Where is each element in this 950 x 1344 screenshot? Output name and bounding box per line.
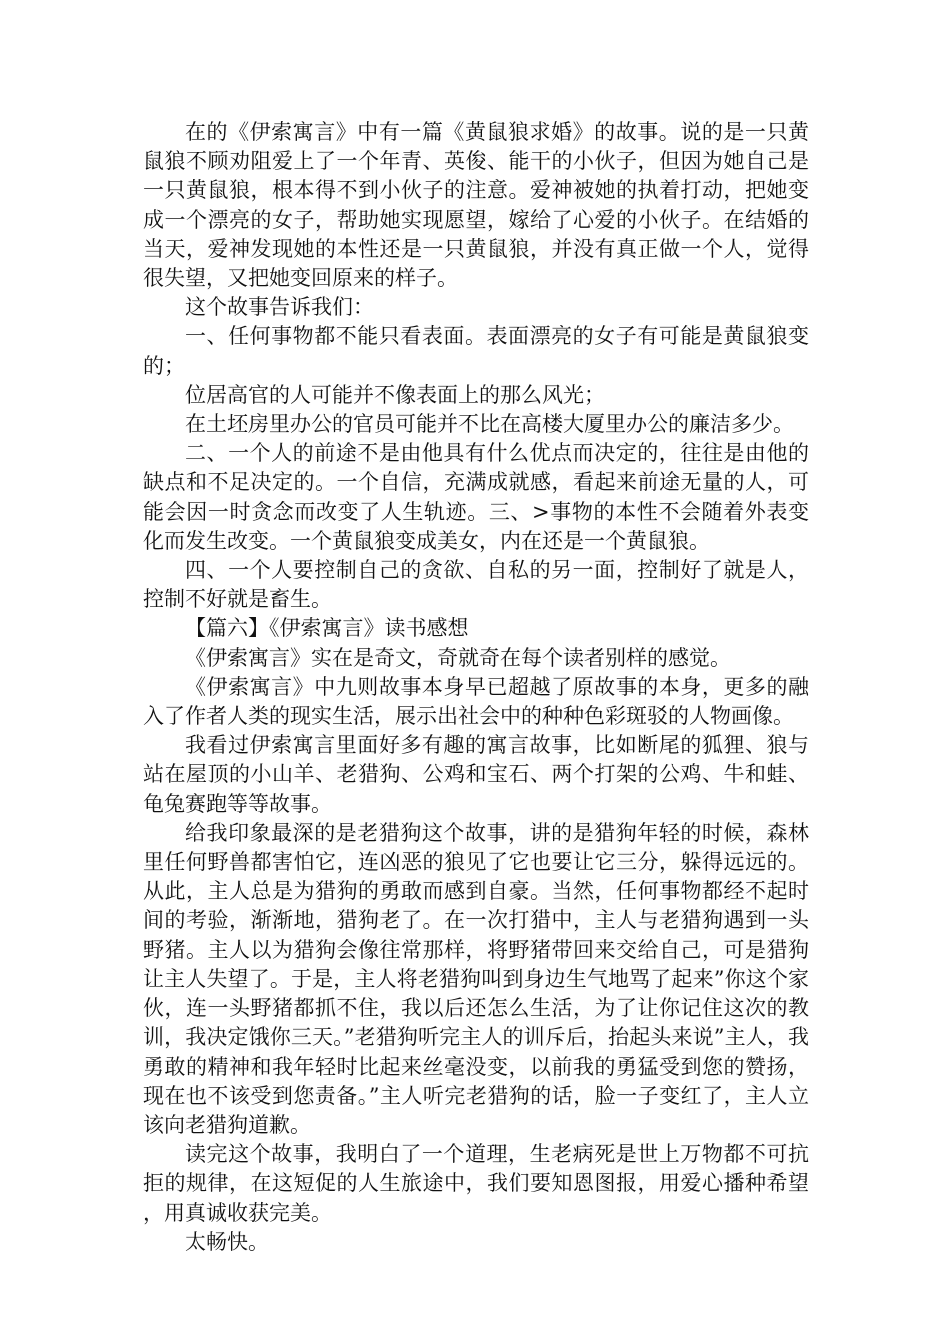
paragraph-lesson-two-three: 二、一个人的前途不是由他具有什么优点而决定的，往往是由他的缺点和不足决定的。一个自信，充满成就感，看起来前途无量的人，可能会因一时贪念而改变了人生轨迹。三、>事物的本性不会随着外表变化而发生改变。一个黄鼠狼变成美女，内在还是一个黄鼠狼。 [143, 441, 809, 553]
section-heading-part-six: 【篇六】《伊索寓言》读书感想 [185, 616, 469, 641]
document-body [143, 118, 809, 1257]
paragraph-lesson-intro: 这个故事告诉我们： [185, 295, 374, 320]
paragraph-aesop-wonder: 《伊索寓言》实在是奇文，奇就奇在每个读者别样的感觉。 [185, 645, 731, 670]
paragraph-old-hound-story: 给我印象最深的是老猎狗这个故事，讲的是猎狗年轻的时候，森林里任何野兽都害怕它，连凶恶的狼见了它也要让它三分，躲得远远的。从此，主人总是为猎狗的勇敢而感到自豪。当然，任何事物都经不起时间的考验，渐渐地，猎狗老了。在一次打猎中，主人与老猎狗遇到一头野猪。主人以为猎狗会像往常那样，将野猪带回来交给自己，可是猎狗让主人失望了。于是，主人将老猎狗叫到身边生气地骂了起来”你这个家伙，连一头野猪都抓不住，我以后还怎么生活，为了让你记住这次的教训，我决定饿你三天。”老猎狗听完主人的训斥后，抬起头来说”主人，我勇敢的精神和我年轻时比起来丝毫没变，以前我的勇猛受到您的赞扬，现在也不该受到您责备。”主人听完老猎狗的话，脸一子变红了，主人立该向老猎狗道歉。 [143, 820, 809, 1137]
paragraph-closing: 太畅快。 [185, 1229, 269, 1254]
paragraph-weasel-story: 在的《伊索寓言》中有一篇《黄鼠狼求婚》的故事。说的是一只黄鼠狼不顾劝阻爱上了一个年青、英俊、能干的小伙子，但因为她自己是一只黄鼠狼，根本得不到小伙子的注意。爱神被她的执着打动，把她变成一个漂亮的女子，帮助她实现愿望，嫁给了心爱的小伙子。在结婚的当天，爱神发现她的本性还是一只黄鼠狼，并没有真正做一个人，觉得很失望，又把她变回原来的样子。 [143, 120, 809, 291]
paragraph-lesson-four: 四、一个人要控制自己的贪欲、自私的另一面，控制好了就是人，控制不好就是畜生。 [143, 558, 809, 612]
paragraph-lesson-one-office: 在土坯房里办公的官员可能并不比在高楼大厦里办公的廉洁多少。 [185, 412, 794, 437]
paragraph-reflection: 读完这个故事，我明白了一个道理，生老病死是世上万物都不可抗拒的规律，在这短促的人生旅途中，我们要知恩图报，用爱心播种希望，用真诚收获完美。 [143, 1142, 809, 1225]
paragraph-lesson-one: 一、任何事物都不能只看表面。表面漂亮的女子有可能是黄鼠狼变的； [143, 324, 809, 378]
paragraph-favorite-fables: 我看过伊索寓言里面好多有趣的寓言故事，比如断尾的狐狸、狼与站在屋顶的小山羊、老猎狗、公鸡和宝石、两个打架的公鸡、牛和蛙、龟兔赛跑等等故事。 [143, 733, 809, 816]
paragraph-aesop-stories: 《伊索寓言》中九则故事本身早已超越了原故事的本身，更多的融入了作者人类的现实生活，展示出社会中的种种色彩斑驳的人物画像。 [143, 674, 809, 729]
paragraph-lesson-one-official: 位居高官的人可能并不像表面上的那么风光； [185, 382, 605, 407]
